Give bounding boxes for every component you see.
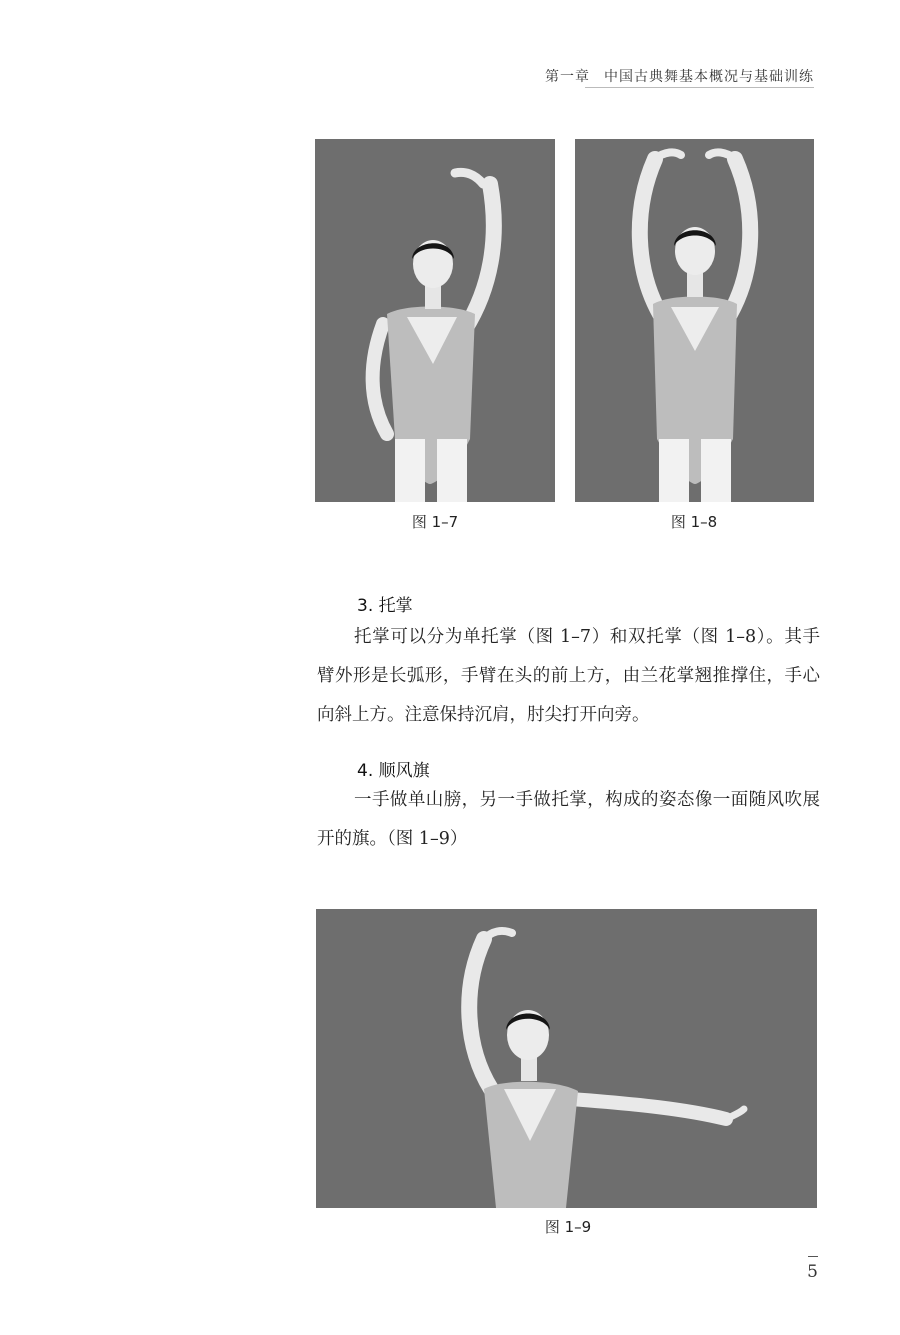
figure-1-8-photo [575,139,814,502]
figure-1-7-caption: 图 1–7 [411,513,459,531]
section-heading-tuozhang: 3. 托掌 [357,596,413,616]
figure-1-8-caption: 图 1–8 [670,513,718,531]
section-heading-shunfengqi: 4. 顺风旗 [357,761,430,781]
figure-1-9-photo [316,909,817,1208]
figure-1-7-photo [315,139,555,502]
running-head [545,66,814,86]
chapter-title: 中国古典舞基本概况与基础训练 [604,69,814,85]
chapter-label: 第一章 [545,69,590,85]
figure-1-9-caption: 图 1–9 [544,1218,592,1236]
page-number-dash [808,1256,818,1257]
page-number: 5 [807,1262,818,1282]
section-text-shunfengqi: 一手做单山膀，另一手做托掌，构成的姿态像一面随风吹展开的旗。（图 1–9） [317,790,820,849]
header-rule [585,87,814,88]
section-text-tuozhang: 托掌可以分为单托掌（图 1–7）和双托掌（图 1–8）。其手臂外形是长弧形，手臂在头的前上方，由兰花掌翘推撑住，手心向斜上方。注意保持沉肩，肘尖打开向旁。 [317,627,820,725]
